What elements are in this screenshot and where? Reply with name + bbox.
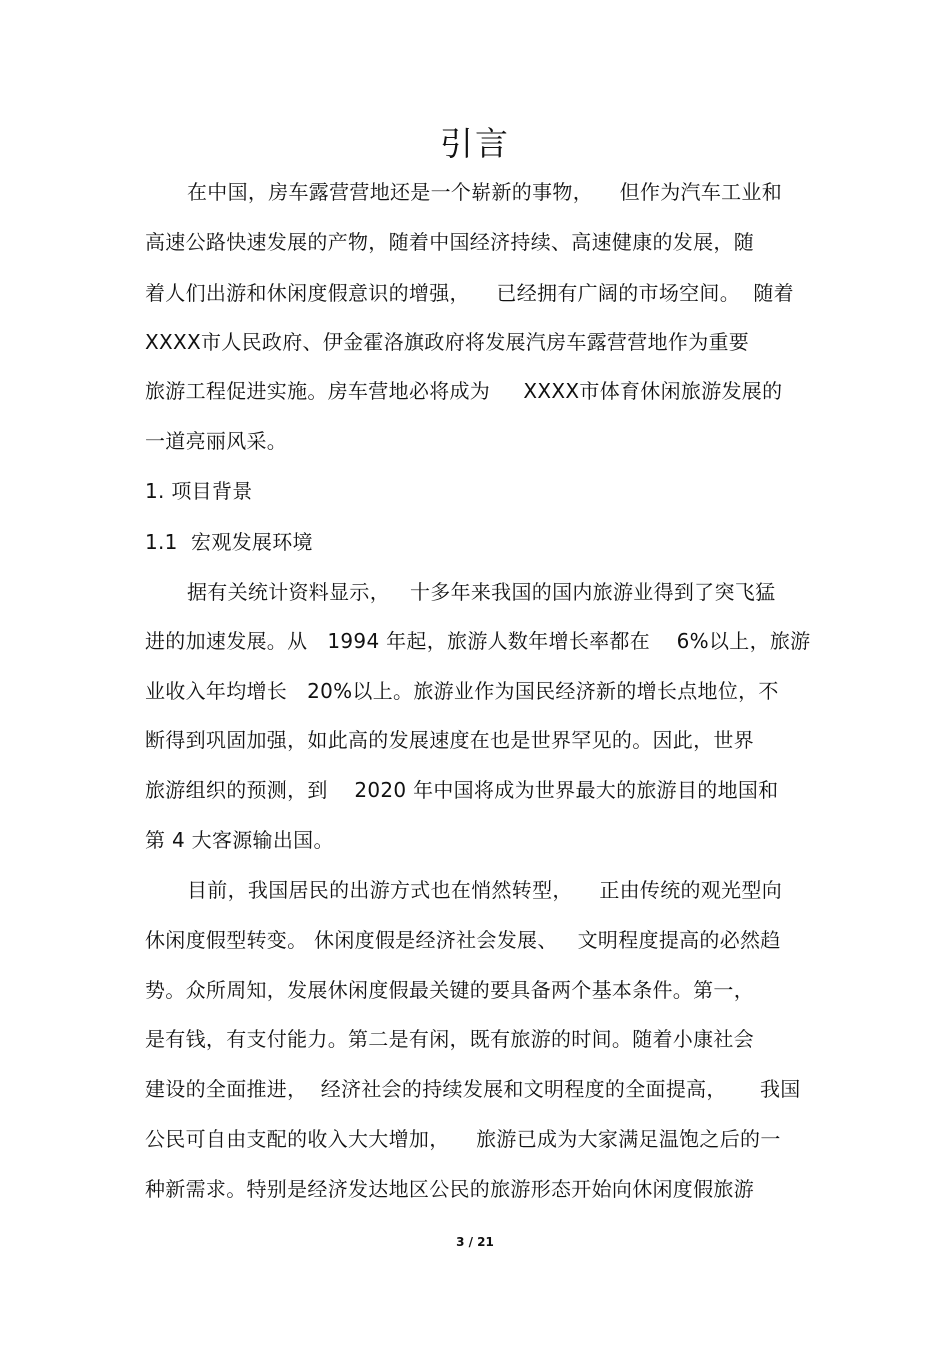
intro-line-5: 旅游工程促进实施。房车营地必将成为 XXXX市体育休闲旅游发展的 (145, 379, 783, 403)
subsection-heading: 1.1 宏观发展环境 (145, 530, 313, 554)
paragraph-1-line-4: 断得到巩固加强，如此高的发展速度在也是世界罕见的。因此，世界 (145, 728, 754, 752)
paragraph-1-line-1: 据有关统计资料显示， 十多年来我国的国内旅游业得到了突飞猛 (187, 580, 776, 604)
page-number: 3 / 21 (456, 1235, 494, 1249)
intro-line-2: 高速公路快速发展的产物，随着中国经济持续、高速健康的发展，随 (145, 230, 754, 254)
paragraph-1-line-5: 旅游组织的预测，到 2020 年中国将成为世界最大的旅游目的地国和 (145, 778, 779, 802)
paragraph-1-line-2: 进的加速发展。从 1994 年起，旅游人数年增长率都在 6%以上，旅游 (145, 629, 811, 653)
paragraph-2-line-4: 是有钱，有支付能力。第二是有闲，既有旅游的时间。随着小康社会 (145, 1027, 754, 1051)
paragraph-2-line-5: 建设的全面推进， 经济社会的持续发展和文明程度的全面提高， 我国 (145, 1077, 801, 1101)
paragraph-2-line-1: 目前，我国居民的出游方式也在悄然转型， 正由传统的观光型向 (187, 878, 783, 902)
intro-line-3: 着人们出游和休闲度假意识的增强， 已经拥有广阔的市场空间。 随着 (145, 281, 794, 305)
section-heading: 1. 项目背景 (145, 479, 253, 503)
paragraph-2-line-6: 公民可自由支配的收入大大增加， 旅游已成为大家满足温饱之后的一 (145, 1127, 781, 1151)
intro-line-4: XXXX市人民政府、伊金霍洛旗政府将发展汽房车露营营地作为重要 (145, 330, 750, 354)
paragraph-2-line-7: 种新需求。特别是经济发达地区公民的旅游形态开始向休闲度假旅游 (145, 1177, 754, 1201)
paragraph-2-line-2: 休闲度假型转变。 休闲度假是经济社会发展、 文明程度提高的必然趋 (145, 928, 781, 952)
paragraph-2-line-3: 势。众所周知，发展休闲度假最关键的要具备两个基本条件。第一， (145, 978, 754, 1002)
paragraph-1-line-6: 第 4 大客源输出国。 (145, 828, 334, 852)
page-title: 引言 (440, 124, 510, 163)
paragraph-1-line-3: 业收入年均增长 20%以上。旅游业作为国民经济新的增长点地位，不 (145, 679, 779, 703)
intro-line-1: 在中国，房车露营营地还是一个崭新的事物， 但作为汽车工业和 (187, 180, 783, 204)
intro-line-6: 一道亮丽风采。 (145, 429, 288, 453)
